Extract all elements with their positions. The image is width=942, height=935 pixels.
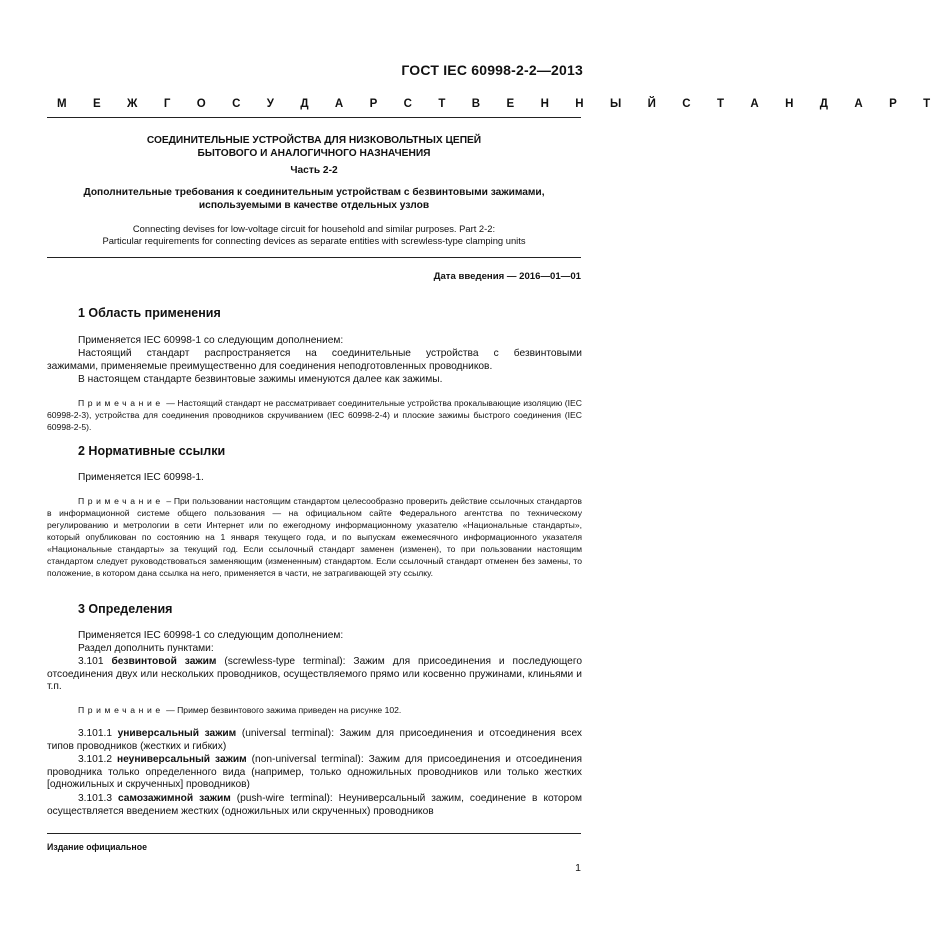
s1-paragraph-2b: зажимами, применяемые преимущественно для соединения неподготовленных проводников. — [47, 361, 493, 372]
english-title: Connecting devises for low-voltage circuit for household and similar purposes. Part 2-2: Particular requirements for connecting devices as separate entities with screwless-type clamping units — [102, 223, 526, 246]
introduction-date: Дата введения — 2016—01—01 — [433, 271, 581, 282]
section-2-heading: 2 Нормативные ссылки — [78, 444, 226, 458]
document-title: СОЕДИНИТЕЛЬНЫЕ УСТРОЙСТВА ДЛЯ НИЗКОВОЛЬТНЫХ ЦЕПЕЙ БЫТОВОГО И АНАЛОГИЧНОГО НАЗНАЧЕНИЯ — [146, 135, 482, 159]
header-rule — [47, 117, 581, 118]
definition-3-101-2: 3.101.2 неуниверсальный зажим (non-universal terminal): Зажим для присоединения и отсоединения проводника только определенного вида (например, только одножильных проводников или только жестких [одножильных и скрученных] проводников) — [47, 754, 583, 791]
definition-3-101-3: 3.101.3 самозажимной зажим (push-wire terminal): Неуниверсальный зажим, соединение в котором осуществляется введением жестких (одножильных или скрученных) проводников — [47, 793, 583, 817]
section-3-heading: 3 Определения — [78, 602, 173, 616]
section-1-heading: 1 Область применения — [78, 306, 221, 320]
s1-paragraph-2a: Настоящий стандарт распространяется на соединительные устройства с безвинтовыми — [78, 348, 582, 359]
document-subtitle: Дополнительные требования к соединительным устройствам с безвинтовыми зажимами, используемыми в качестве отдельных узлов — [83, 187, 545, 211]
s1-paragraph-1: Применяется IEC 60998-1 со следующим дополнением: — [78, 335, 344, 346]
page-number: 1 — [575, 862, 581, 874]
official-edition-label: Издание официальное — [47, 842, 147, 852]
document-code: ГОСТ IEC 60998-2-2—2013 — [401, 62, 583, 78]
definition-3-101-1: 3.101.1 универсальный зажим (universal terminal): Зажим для присоединения и отсоединения всех типов проводников (жестких и гибких) — [47, 728, 582, 752]
s1-paragraph-3: В настоящем стандарте безвинтовые зажимы именуются далее как зажимы. — [78, 374, 443, 385]
interstate-standard-label: М Е Ж Г О С У Д А Р С Т В Е Н Н Ы Й С Т А Н Д А Р Т — [57, 98, 942, 110]
s3-note: Примечание — Пример безвинтового зажима приведен на рисунке 102. — [78, 705, 402, 715]
s3-paragraph-2: Раздел дополнить пунктами: — [78, 643, 214, 654]
document-part: Часть 2-2 — [290, 165, 338, 176]
title-rule — [47, 257, 581, 258]
definition-3-101: 3.101 безвинтовой зажим (screwless-type terminal): Зажим для присоединения и последующего отсоединения двух или нескольких проводников, осуществляемого прямо или косвенно пружинами, клиньями и т.п. — [47, 656, 582, 693]
s2-note: Примечание – При пользовании настоящим стандартом целесообразно проверить действие ссылочных стандартов в информационной системе общего пользования — на официальном сайте Федерального агентства по техническому регулированию и метрологии в сети Интернет или по ежегодному информационному указателю «Национальные стандарты», который опубликован по состоянию на 1 января текущего года, и по выпускам ежемесячного информационного указателя «Национальные стандарты» за текущий год. Если ссылочный стандарт заменен (изменен), то при пользовании настоящим стандартом следует руководствоваться заменяющим (измененным) стандартом. Если ссылочный стандарт отменен без замены, то положение, в котором дана ссылка на него, применяется в части, не затрагивающей эту ссылку. — [47, 496, 582, 578]
s2-paragraph-1: Применяется IEC 60998-1. — [78, 472, 204, 483]
s1-note: Примечание — Настоящий стандарт не рассматривает соединительные устройства прокалывающие изоляцию (IEC 60998-2-3), устройства для соединения проводников скручиванием (IEC 60998-2-4) и плоские зажимы быстрого соединения (IEC 60998-2-5). — [47, 398, 582, 432]
s3-paragraph-1: Применяется IEC 60998-1 со следующим дополнением: — [78, 630, 344, 641]
footer-rule — [47, 833, 581, 834]
